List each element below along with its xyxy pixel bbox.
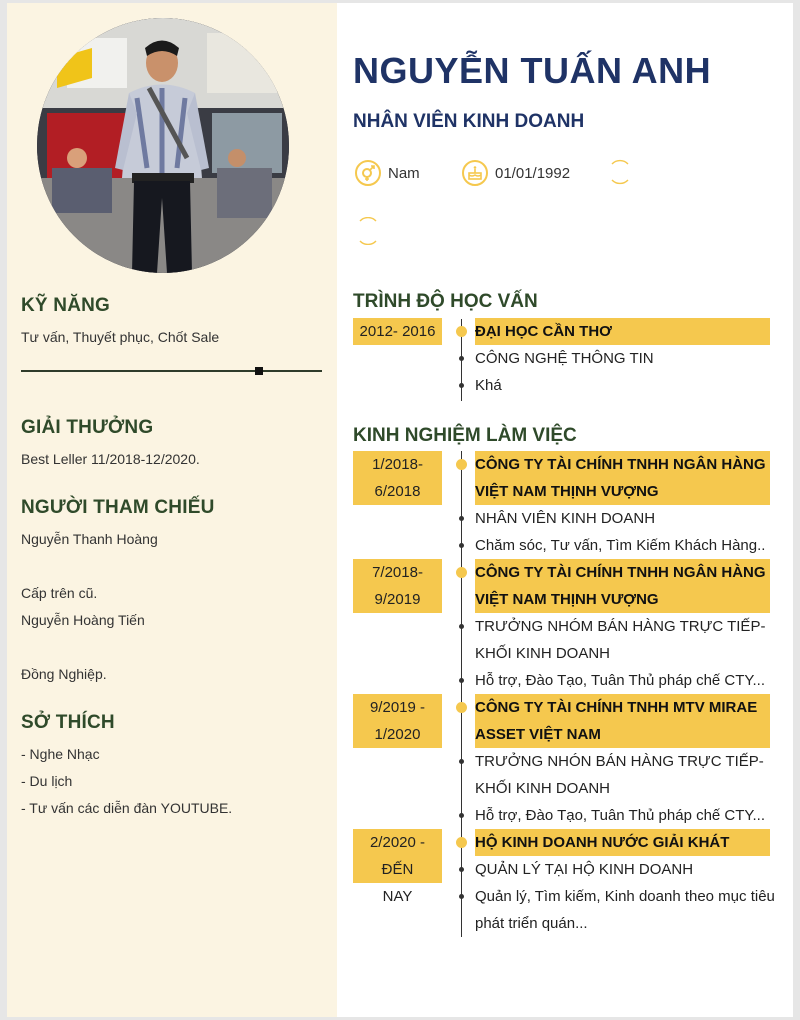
profile-photo [37,18,289,273]
experience-3-date: 9/2019 - 1/2020 [353,694,442,748]
awards-text: Best Leller 11/2018-12/2020. [21,451,200,467]
hobby-item: - Du lịch [21,773,73,789]
bullet-dot [459,383,464,388]
experience-1-desc: Chăm sóc, Tư vấn, Tìm Kiếm Khách Hàng.. [475,537,766,554]
skill-level-bar [21,370,322,372]
reference-2-relation: Đồng Nghiệp. [21,666,107,682]
placeholder-icon [607,158,633,186]
experience-1-date: 1/2018- 6/2018 [353,451,442,505]
bullet-dot [459,356,464,361]
experience-1-company: CÔNG TY TÀI CHÍNH TNHH NGÂN HÀNG [475,456,766,473]
experience-2-position: TRƯỞNG NHÓM BÁN HÀNG TRỰC TIẾP- [475,618,766,635]
birthday-cake-icon [462,160,488,186]
candidate-role: NHÂN VIÊN KINH DOANH [353,111,585,132]
references-title: NGƯỜI THAM CHIẾU [21,497,215,518]
experience-3-desc: Hỗ trợ, Đào Tạo, Tuân Thủ pháp chế CTY... [475,807,766,824]
experience-1-company-line2: VIỆT NAM THỊNH VƯỢNG [475,483,659,500]
placeholder-icon [355,217,381,245]
bullet-dot [459,759,464,764]
experience-1-position: NHÂN VIÊN KINH DOANH [475,510,656,527]
skills-text: Tư vấn, Thuyết phục, Chốt Sale [21,329,220,345]
gender-info [355,158,420,188]
hobby-item: - Tư vấn các diễn đàn YOUTUBE. [21,800,233,816]
birthday-value: 01/01/1992 [495,164,571,182]
gender-icon [355,160,381,186]
experience-2-date: 7/2018- 9/2019 [353,559,442,613]
education-date: 2012- 2016 [353,318,442,345]
experience-3-company: CÔNG TY TÀI CHÍNH TNHH MTV MIRAE [475,699,758,716]
bullet-dot [459,867,464,872]
experience-timeline-line [461,451,462,937]
education-title: TRÌNH ĐỘ HỌC VẤN [353,291,538,312]
timeline-dot [456,837,467,848]
reference-1-name: Nguyễn Thanh Hoàng [21,531,158,547]
hobby-item: - Nghe Nhạc [21,746,100,762]
timeline-dot [456,702,467,713]
timeline-dot [456,459,467,470]
experience-4-position: QUẢN LÝ TẠI HỘ KINH DOANH [475,861,694,878]
hobbies-title: SỞ THÍCH [21,712,115,733]
experience-title: KINH NGHIỆM LÀM VIỆC [353,425,577,446]
experience-4-desc-line2: phát triển quán... [475,915,588,932]
bullet-dot [459,516,464,521]
experience-2-position-line2: KHỐI KINH DOANH [475,645,611,662]
bullet-dot [459,624,464,629]
experience-2-company: CÔNG TY TÀI CHÍNH TNHH NGÂN HÀNG [475,564,766,581]
sidebar [7,3,337,1017]
candidate-name: NGUYỄN TUẤN ANH [353,50,712,91]
skill-level-marker [255,367,263,375]
education-school: ĐẠI HỌC CẦN THƠ [475,323,612,340]
bullet-dot [459,678,464,683]
experience-4-company: HỘ KINH DOANH NƯỚC GIẢI KHÁT [475,834,730,851]
experience-3-position: TRƯỞNG NHÓN BÁN HÀNG TRỰC TIẾP- [475,753,764,770]
experience-2-company-line2: VIỆT NAM THỊNH VƯỢNG [475,591,659,608]
bullet-dot [459,894,464,899]
birthday-info [462,158,570,188]
timeline-dot [456,326,467,337]
bullet-dot [459,813,464,818]
reference-2-name: Nguyễn Hoàng Tiến [21,612,145,628]
bullet-dot [459,543,464,548]
timeline-dot [456,567,467,578]
education-grade: Khá [475,377,502,394]
experience-3-position-line2: KHỐI KINH DOANH [475,780,611,797]
reference-1-relation: Cấp trên cũ. [21,585,98,601]
education-major: CÔNG NGHỆ THÔNG TIN [475,350,654,367]
experience-4-desc: Quản lý, Tìm kiếm, Kinh doanh theo mục tiêu [475,888,775,905]
experience-4-date: 2/2020 - ĐẾN NAY [353,829,442,883]
gender-value: Nam [388,164,420,182]
skills-title: KỸ NĂNG [21,295,111,316]
cv-page [7,3,793,1017]
experience-3-company-line2: ASSET VIỆT NAM [475,726,601,743]
experience-2-desc: Hỗ trợ, Đào Tạo, Tuân Thủ pháp chế CTY... [475,672,766,689]
awards-title: GIẢI THƯỞNG [21,417,154,438]
